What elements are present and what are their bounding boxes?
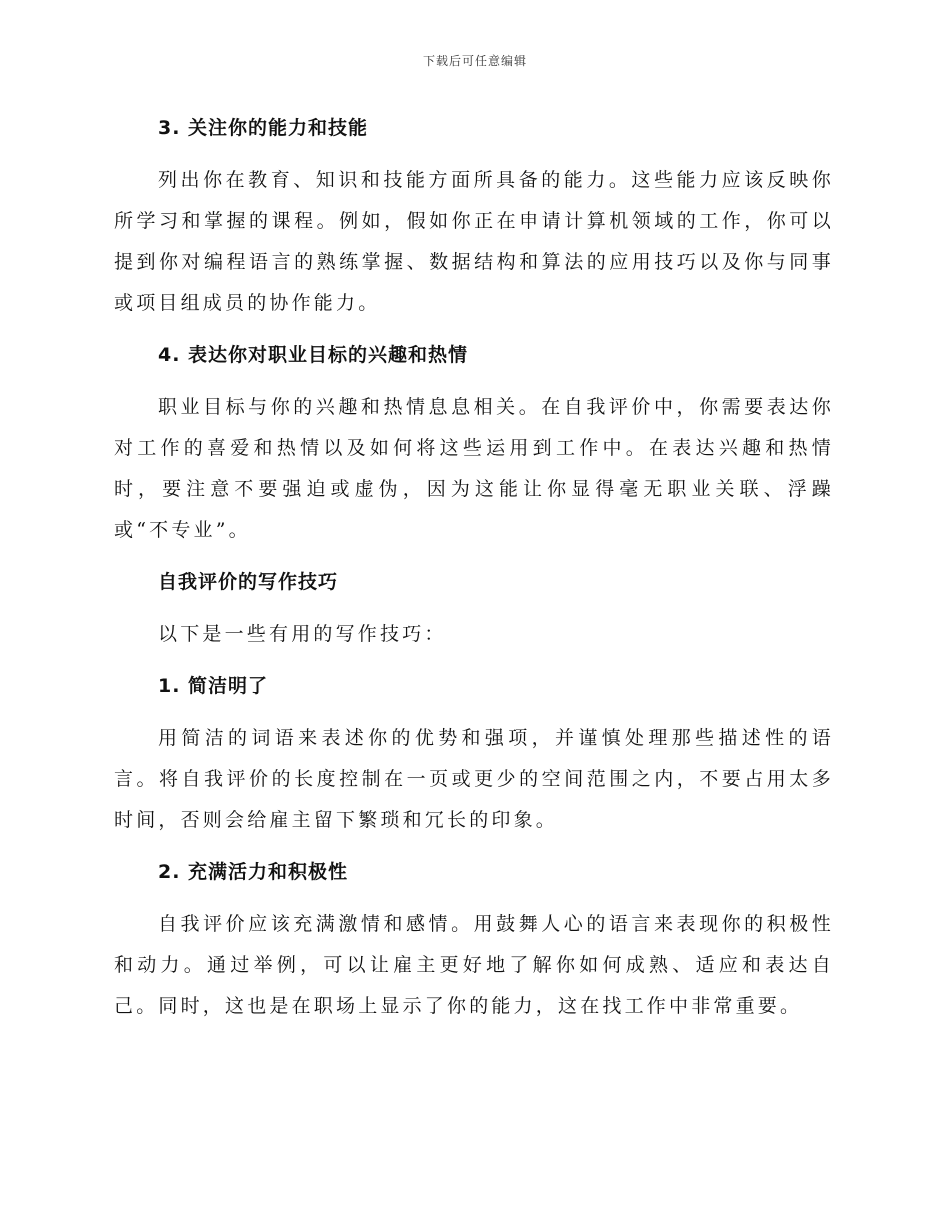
paragraph-tips-intro: 以下是一些有用的写作技巧： (158, 623, 447, 645)
paragraph-energetic: 自我评价应该充满激情和感情。用鼓舞人心的语言来表现你的积极性和动力。通过举例，可以让雇主更好地了解你如何成熟、适应和表达自己。同时，这也是在职场上显示了你的能力，这在找工作中非常重要。 (114, 913, 834, 1017)
section-heading-career-interest: 4. 表达你对职业目标的兴趣和热情 (158, 344, 469, 366)
section-heading-energetic: 2. 充满活力和积极性 (158, 861, 349, 883)
paragraph-concise: 用简洁的词语来表述你的优势和强项，并谨慎处理那些描述性的语言。将自我评价的长度控制在一页或更少的空间范围之内，不要占用太多时间，否则会给雇主留下繁琐和冗长的印象。 (114, 727, 834, 831)
document-body (114, 108, 834, 1038)
section-heading-concise: 1. 简洁明了 (158, 675, 269, 697)
paragraph-abilities: 列出你在教育、知识和技能方面所具备的能力。这些能力应该反映你所学习和掌握的课程。例如，假如你正在申请计算机领域的工作，你可以提到你对编程语言的熟练掌握、数据结构和算法的应用技巧以及你与同事或项目组成员的协作能力。 (114, 169, 834, 314)
page-header: 下载后可任意编辑 (422, 54, 527, 68)
paragraph-career-interest: 职业目标与你的兴趣和热情息息相关。在自我评价中，你需要表达你对工作的喜爱和热情以及如何将这些运用到工作中。在表达兴趣和热情时，要注意不要强迫或虚伪，因为这能让你显得毫无职业关联、浮躁或“不专业”。 (114, 396, 834, 541)
section-heading-abilities: 3. 关注你的能力和技能 (158, 117, 369, 139)
section-heading-writing-tips: 自我评价的写作技巧 (158, 571, 339, 593)
